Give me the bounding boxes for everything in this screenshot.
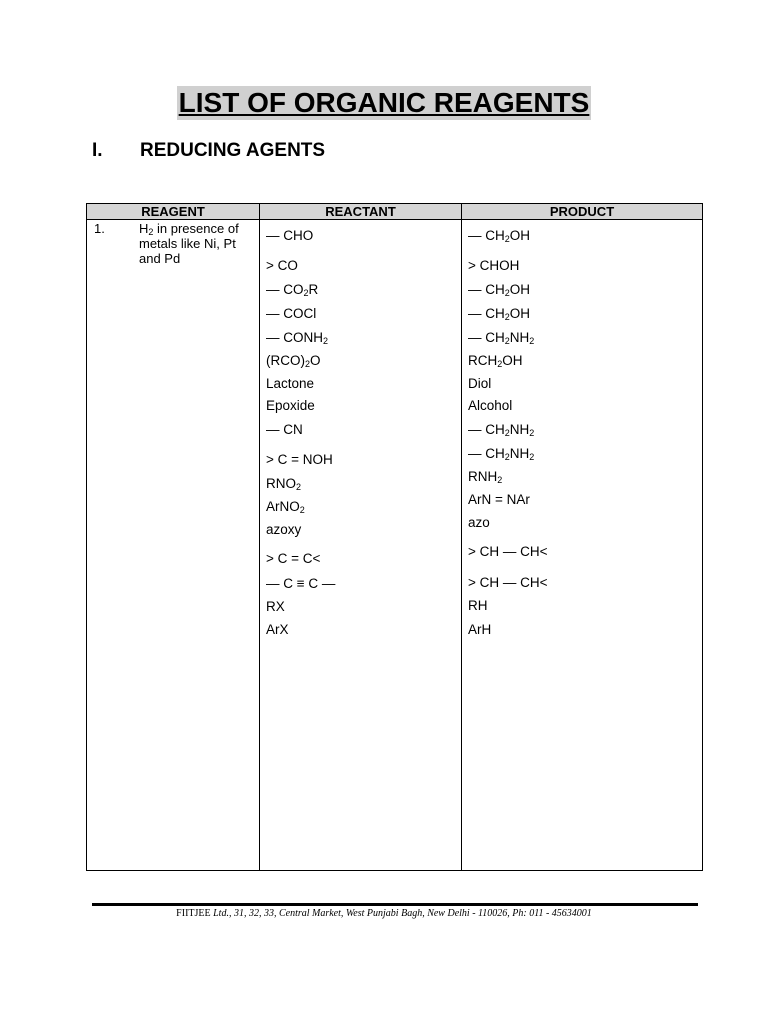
reactant-item: — C ≡ C — <box>266 576 336 591</box>
header-product: PRODUCT <box>549 204 615 219</box>
section-title: REDUCING AGENTS <box>140 140 326 161</box>
column-divider <box>259 204 260 870</box>
product-item: ArH <box>468 622 492 637</box>
section-heading <box>92 140 325 162</box>
reactant-item: — $CO_2R$ <box>266 282 319 298</box>
footer-address: Ltd., 31, 32, 33, Central Market, West Punjabi Bagh, New Delhi - 110026, Ph: 011 - 45634001 <box>210 908 592 919</box>
reagent-sub: 2 <box>148 227 154 237</box>
reactant-item: — CHO <box>266 228 314 243</box>
footer-divider <box>92 903 698 906</box>
reactant-item: RX <box>266 599 285 614</box>
reactant-item: > CO <box>266 258 298 273</box>
product-item: > CH — CH< <box>468 575 548 590</box>
column-divider <box>461 204 462 870</box>
product-item: > CHOH <box>468 258 520 273</box>
product-item: — $CH_2OH$ <box>468 306 531 322</box>
product-item: Diol <box>468 376 492 391</box>
row-number: 1. <box>94 221 105 236</box>
product-item: $RNH_2$ <box>468 469 503 485</box>
product-item: — $CH_2OH$ <box>468 228 531 244</box>
reactant-item: $RNO_2$ <box>266 476 302 492</box>
reagent-cell <box>139 221 259 266</box>
product-item: RH <box>468 598 488 613</box>
reagent-post: in presence of metals like Ni, Pt and Pd <box>139 221 239 266</box>
reactant-item: ArX <box>266 622 289 637</box>
reactant-item: Epoxide <box>266 398 315 413</box>
reactant-item: azoxy <box>266 522 302 537</box>
product-item: $RCH_2OH$ <box>468 353 523 369</box>
product-item: — $CH_2OH$ <box>468 282 531 298</box>
product-item: — $CH_2NH_2$ <box>468 422 535 438</box>
reagent-table <box>86 203 703 871</box>
product-item: — $CH_2NH_2$ <box>468 330 535 346</box>
reactant-item: $(RCO)_2O$ <box>266 353 321 369</box>
reactant-item: Lactone <box>266 376 315 391</box>
reactant-item: > C = C< <box>266 551 321 566</box>
product-item: azo <box>468 515 490 530</box>
page-title: LIST OF ORGANIC REAGENTS <box>178 87 590 118</box>
section-number: I. <box>92 140 103 161</box>
reactant-item: ArNO$_2$ <box>266 499 305 515</box>
reactant-item: — $CONH_2$ <box>266 330 329 346</box>
product-item: ArN = NAr <box>468 492 530 507</box>
product-item: > CH — CH< <box>468 544 548 559</box>
footer <box>0 908 768 919</box>
table-header-row <box>87 204 702 220</box>
reactant-item: — COCl <box>266 306 317 321</box>
product-item: Alcohol <box>468 398 513 413</box>
page-title-wrap <box>0 86 768 120</box>
product-item: — $CH_2NH_2$ <box>468 446 535 462</box>
reagent-pre: H <box>139 221 149 236</box>
reactant-item: > C = NOH <box>266 452 333 467</box>
reactant-item: — CN <box>266 422 303 437</box>
footer-brand: FIITJEE <box>176 908 211 919</box>
header-reagent: REAGENT <box>141 204 205 219</box>
header-reactant: REACTANT <box>325 204 396 219</box>
